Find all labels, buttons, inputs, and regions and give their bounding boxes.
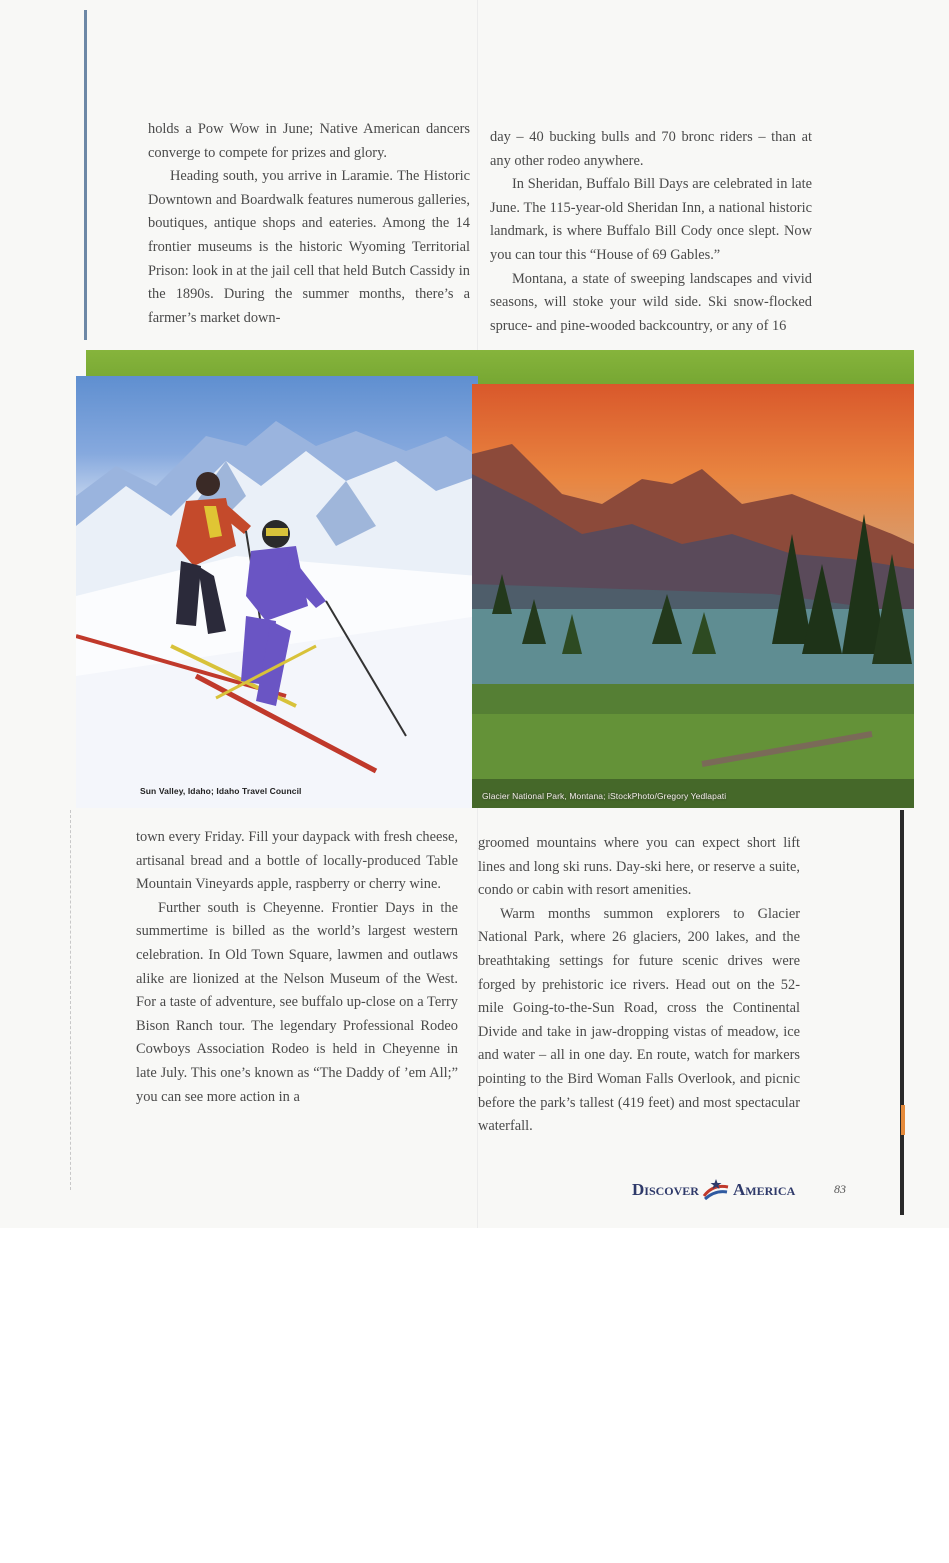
left-margin-rule: [84, 10, 87, 340]
discover-america-logo: [632, 1178, 795, 1202]
text-column-bottom-right: [478, 832, 800, 1139]
paragraph: Further south is Cheyenne. Frontier Days in the summertime is billed as the world’s largest western celebration. In Old Town Square, lawmen and outlaws alike are lionized at the Nelson Museum of the West. For a taste of adventure, see buffalo up-close on a Terry Bison Ranch tour. The legendary Professional Rodeo Cowboys Association Rodeo is held in Cheyenne in late July. This one’s known as “The Daddy of ’em All;” you can see more action in a: [136, 899, 458, 1105]
right-margin-rule: [900, 810, 904, 1215]
text-column-top-left: [148, 118, 470, 330]
glacier-scene-illustration: [472, 384, 914, 808]
page-number: 83: [834, 1182, 846, 1196]
photo-caption-glacier: Glacier National Park, Montana; iStockPhoto/Gregory Yedlapati: [482, 791, 727, 801]
right-margin-accent: [901, 1105, 905, 1135]
star-swoosh-icon: [701, 1178, 731, 1202]
logo-text-left: Discover: [632, 1180, 699, 1199]
photo-caption-ski: Sun Valley, Idaho; Idaho Travel Council: [140, 786, 302, 796]
photo-sun-valley-skiers: [76, 376, 478, 808]
paragraph: day – 40 bucking bulls and 70 bronc riders – than at any other rodeo anywhere.: [490, 129, 812, 169]
paragraph: holds a Pow Wow in June; Native American dancers converge to compete for prizes and glory.: [148, 121, 470, 161]
paragraph: Montana, a state of sweeping landscapes and vivid seasons, will stoke your wild side. Ski snow-flocked spruce- and pine-wooded backcountry, or any of 16: [490, 270, 812, 334]
text-column-top-right: [490, 126, 812, 338]
paragraph: town every Friday. Fill your daypack with fresh cheese, artisanal bread and a bottle of locally-produced Table Mountain Vineyards apple, raspberry or cherry wine.: [136, 829, 458, 893]
logo-text-right: America: [732, 1180, 796, 1199]
photo-glacier-national-park: [472, 384, 914, 808]
ski-scene-illustration: [76, 376, 478, 808]
paragraph: In Sheridan, Buffalo Bill Days are celebrated in late June. The 115-year-old Sheridan Inn, a national historic landmark, is where Buffalo Bill Cody once slept. Now you can tour this “House of 69 Gables.”: [490, 176, 812, 263]
paragraph: Heading south, you arrive in Laramie. The Historic Downtown and Boardwalk features numerous galleries, boutiques, antique shops and eateries. Among the 14 frontier museums is the historic Wyoming Territorial Prison: look in at the jail cell that held Butch Cassidy in the 1890s. During the summer months, there’s a farmer’s market down-: [148, 168, 470, 326]
paragraph: Warm months summon explorers to Glacier National Park, where 26 glaciers, 200 lakes, and the breathtaking settings for future scenic drives were forged by prehistoric ice rivers. Head out on the 52-mile Going-to-the-Sun Road, cross the Continental Divide and take in jaw-dropping vistas of meadow, ice and water – all in one day. En route, watch for markers pointing to the Bird Woman Falls Overlook, and picnic before the park’s tallest (419 feet) and most spectacular waterfall.: [478, 905, 800, 1135]
left-margin-dash: [70, 810, 72, 1190]
paragraph: groomed mountains where you can expect short lift lines and long ski runs. Day-ski here, or reserve a suite, condo or cabin with resort amenities.: [478, 835, 800, 899]
text-column-bottom-left: [136, 826, 458, 1109]
